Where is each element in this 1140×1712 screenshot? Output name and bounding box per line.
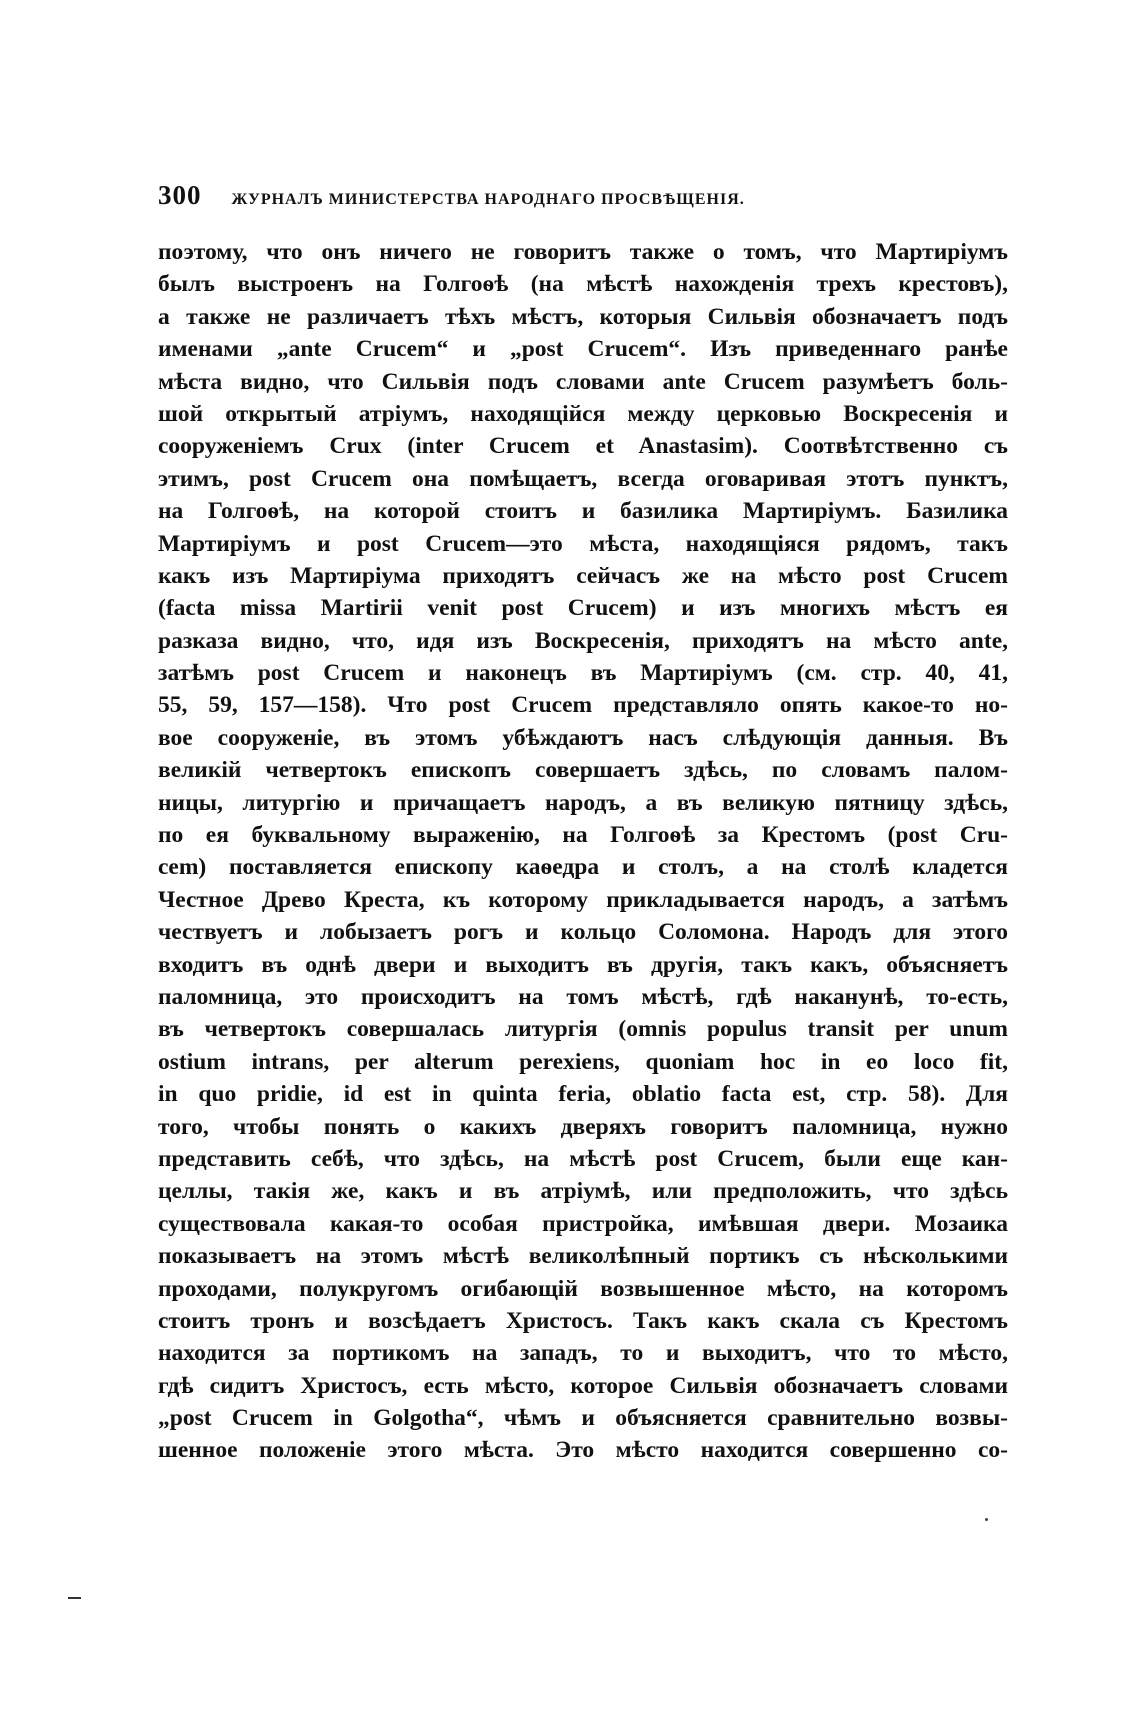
text-line: гдѣ сидитъ Христосъ, есть мѣсто, которое Сильвія обозначаетъ словами [158,1372,1008,1399]
text-line: затѣмъ post Crucem и наконецъ въ Мартиріумъ (см. стр. 40, 41, [158,660,1008,687]
text-line: разказа видно, что, идя изъ Воскресенія, приходятъ на мѣсто ante, [158,627,1008,654]
ink-speck [985,1518,988,1521]
journal-title: ЖУРНАЛЪ МИНИСТЕРСТВА НАРОДНАГО ПРОСВѢЩЕНІЯ. [231,191,745,208]
text-line: шенное положеніе этого мѣста. Это мѣсто находится совершенно со- [158,1437,1008,1464]
text-line: ostium intrans, per alterum perexiens, quoniam hoc in eo loco fit, [158,1048,1008,1075]
text-line: паломница, это происходитъ на томъ мѣстѣ, гдѣ наканунѣ, то-есть, [158,983,1008,1010]
text-line: а также не различаетъ тѣхъ мѣстъ, которыя Сильвія обозначаетъ подъ [158,303,1008,330]
text-line: cem) поставляется епископу каѳедра и столъ, а на столѣ кладется [158,854,1008,881]
text-line: находится за портикомъ на западъ, то и выходитъ, что то мѣсто, [158,1340,1008,1367]
text-line: по ея буквальному выраженію, на Голгоѳѣ за Крестомъ (post Cru- [158,822,1008,849]
body-text [158,236,1008,1467]
text-line: Честное Древо Креста, къ которому прикладывается народъ, а затѣмъ [158,886,1008,913]
page-number: 300 [158,180,202,210]
margin-mark [68,1597,81,1599]
text-line: великій четвертокъ епископъ совершаетъ здѣсь, по словамъ палом- [158,757,1008,784]
text-line: этимъ, post Crucem она помѣщаетъ, всегда оговаривая этотъ пунктъ, [158,465,1008,492]
running-head [158,180,1018,210]
text-line: сооруженіемъ Crux (inter Crucem et Anastasim). Соотвѣтственно съ [158,433,1008,460]
text-line: ницы, литургію и причащаетъ народъ, а въ великую пятницу здѣсь, [158,789,1008,816]
text-line: представить себѣ, что здѣсь, на мѣстѣ post Crucem, были еще кан- [158,1145,1008,1172]
text-line: показываетъ на этомъ мѣстѣ великолѣпный портикъ съ нѣсколькими [158,1243,1008,1270]
text-line: Мартиріумъ и post Crucem—это мѣста, находящіяся рядомъ, такъ [158,530,1008,557]
text-line: „post Crucem in Golgotha“, чѣмъ и объясняется сравнительно возвы- [158,1405,1008,1432]
text-line: былъ выстроенъ на Голгоѳѣ (на мѣстѣ нахожденія трехъ крестовъ), [158,271,1008,298]
text-line: именами „ante Crucem“ и „post Crucem“. Изъ приведеннаго ранѣе [158,336,1008,363]
text-line: чествуетъ и лобызаетъ рогъ и кольцо Соломона. Народъ для этого [158,919,1008,946]
text-line: въ четвертокъ совершалась литургія (omnis populus transit per unum [158,1016,1008,1043]
text-line: in quo pridie, id est in quinta feria, oblatio facta est, стр. 58). Для [158,1081,1008,1108]
text-line: какъ изъ Мартиріума приходятъ сейчасъ же на мѣсто post Crucem [158,562,1008,589]
text-line: целлы, такія же, какъ и въ атріумѣ, или предположить, что здѣсь [158,1178,1008,1205]
text-line: (facta missa Martirii venit post Crucem) и изъ многихъ мѣстъ ея [158,595,1008,622]
text-line: на Голгоѳѣ, на которой стоитъ и базилика Мартиріумъ. Базилика [158,498,1008,525]
text-line: вое сооруженіе, въ этомъ убѣждаютъ насъ слѣдующія данныя. Въ [158,724,1008,751]
text-line: существовала какая-то особая пристройка, имѣвшая двери. Мозаика [158,1210,1008,1237]
text-line: стоитъ тронъ и возсѣдаетъ Христосъ. Такъ какъ скала съ Крестомъ [158,1307,1008,1334]
text-line: шой открытый атріумъ, находящійся между церковью Воскресенія и [158,400,1008,427]
text-line: того, чтобы понять о какихъ дверяхъ говоритъ паломница, нужно [158,1113,1008,1140]
text-line: 55, 59, 157—158). Что post Crucem представляло опять какое-то но- [158,692,1008,719]
text-line: мѣста видно, что Сильвія подъ словами ante Crucem разумѣетъ боль- [158,368,1008,395]
text-line: проходами, полукругомъ огибающій возвышенное мѣсто, на которомъ [158,1275,1008,1302]
text-line: входитъ въ однѣ двери и выходитъ въ другія, такъ какъ, объясняетъ [158,951,1008,978]
text-line: поэтому, что онъ ничего не говоритъ также о томъ, что Мартиріумъ [158,239,1008,265]
